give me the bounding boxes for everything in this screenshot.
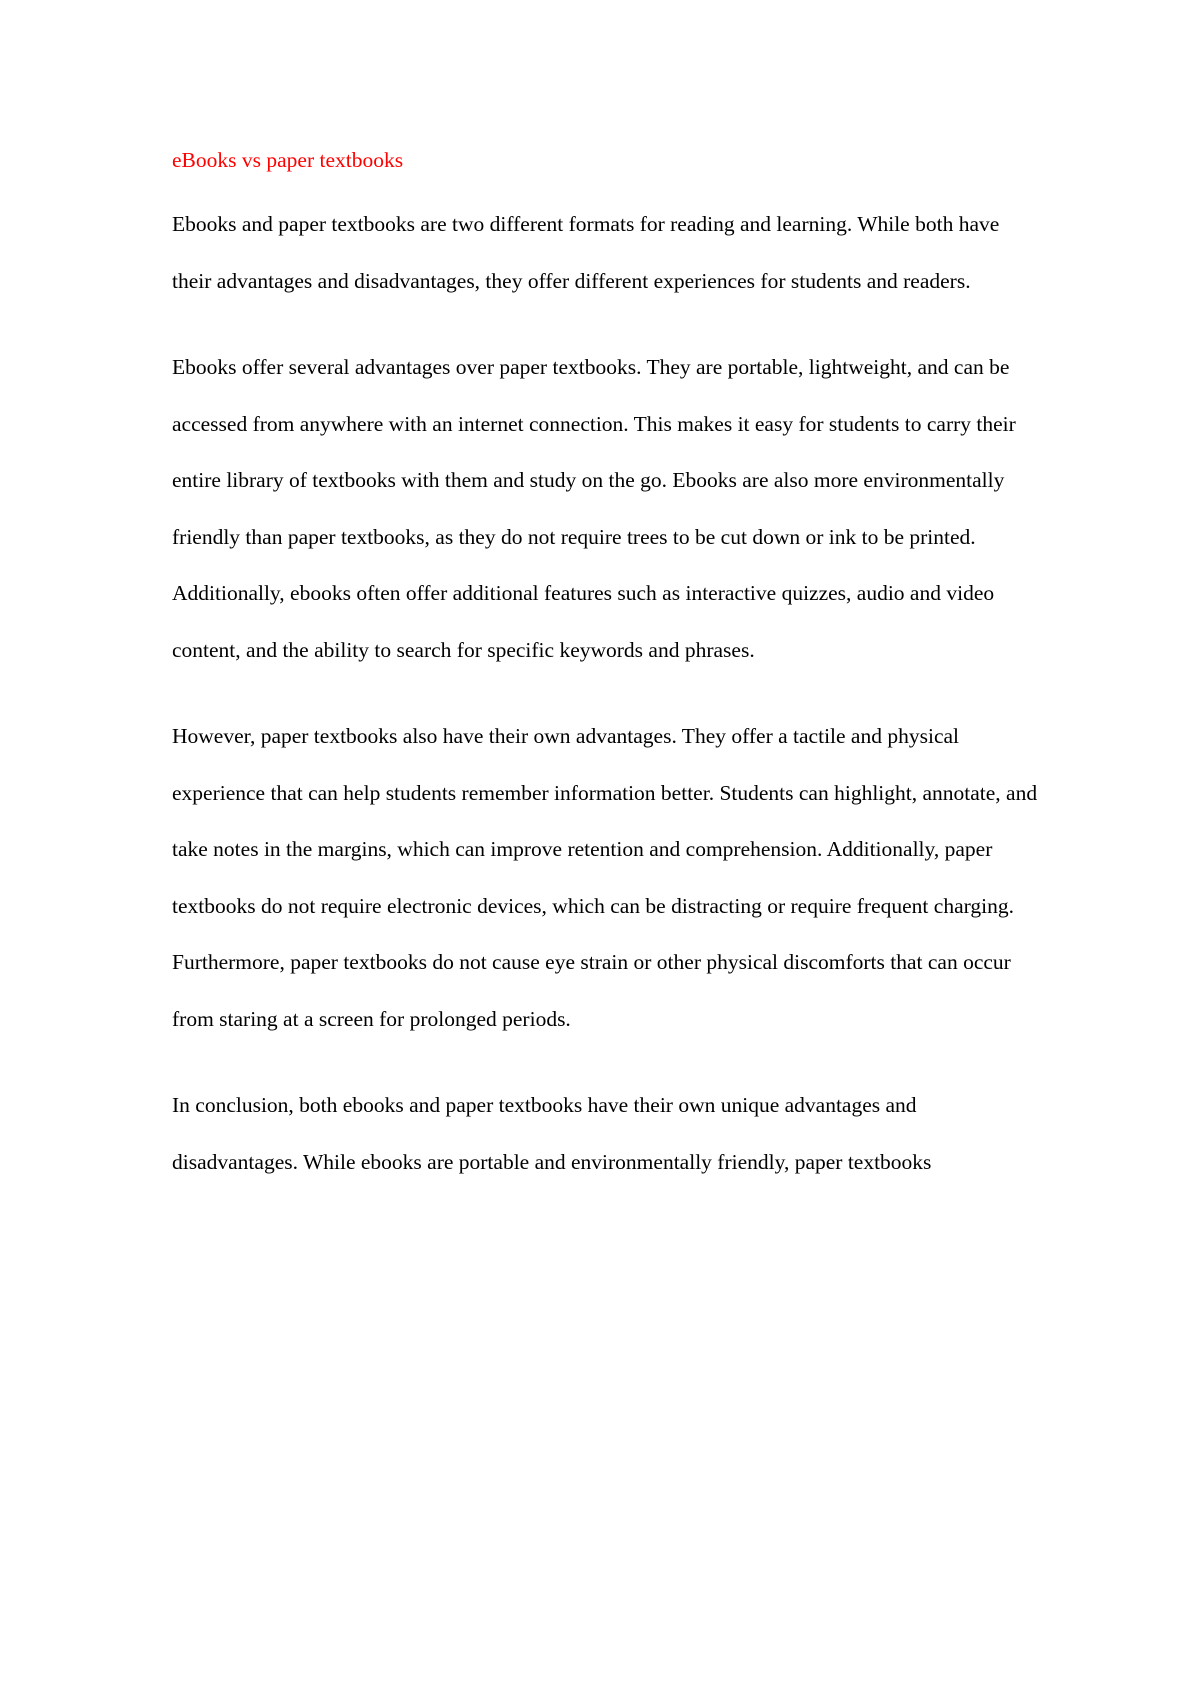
paragraph-spacer: [172, 678, 1042, 708]
paragraph-spacer: [172, 309, 1042, 339]
paragraph-paper-advantages: However, paper textbooks also have their own advantages. They offer a tactile and physical experience that can help students remember information better. Students can highlight, annotate, and take notes in the margins, which can improve retention and comprehension. Additionally, paper textbooks do not require electronic devices, which can be distracting or require frequent charging. Furthermore, paper textbooks do not cause eye strain or other physical discomforts that can occur from staring at a screen for prolonged periods.: [172, 724, 1038, 1031]
paragraph-conclusion: In conclusion, both ebooks and paper textbooks have their own unique advantages and disadvantages. While ebooks are portable and environmentally friendly, paper textbooks: [172, 1093, 932, 1174]
document-body: [172, 140, 1042, 1190]
paragraph-intro: Ebooks and paper textbooks are two different formats for reading and learning. While both have their advantages and disadvantages, they offer different experiences for students and readers.: [172, 212, 1000, 293]
paragraph-ebook-advantages: Ebooks offer several advantages over paper textbooks. They are portable, lightweight, and can be accessed from anywhere with an internet connection. This makes it easy for students to carry their entire library of textbooks with them and study on the go. Ebooks are also more environmentally friendly than paper textbooks, as they do not require trees to be cut down or ink to be printed. Additionally, ebooks often offer additional features such as interactive quizzes, audio and video content, and the ability to search for specific keywords and phrases.: [172, 355, 1016, 662]
paragraph-spacer: [172, 1047, 1042, 1077]
document-title: eBooks vs paper textbooks: [172, 148, 404, 172]
